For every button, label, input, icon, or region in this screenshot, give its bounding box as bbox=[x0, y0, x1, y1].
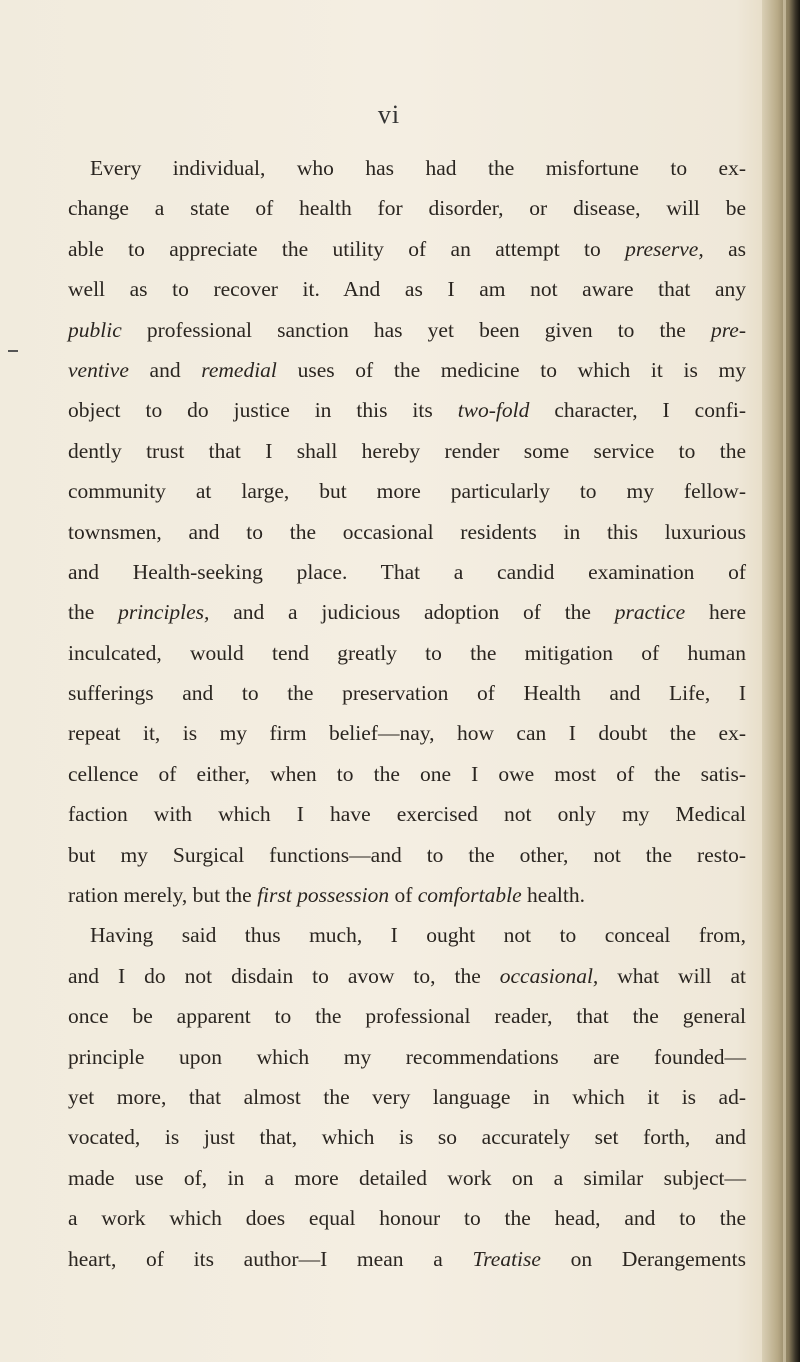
text-segment: principle upon which my recommendations are founded— bbox=[68, 1044, 746, 1069]
text-segment: once be apparent to the professional reader, that the general bbox=[68, 1004, 746, 1029]
text-line bbox=[68, 875, 746, 915]
text-segment: made use of, in a more detailed work on a similar subject— bbox=[68, 1165, 746, 1190]
italic-text: two-fold bbox=[457, 398, 530, 423]
italic-text: occasional, bbox=[499, 963, 599, 988]
text-segment: health. bbox=[521, 883, 585, 908]
gutter-edge bbox=[783, 0, 786, 1362]
text-line bbox=[68, 148, 746, 188]
text-segment: professional sanction has yet been given to the bbox=[121, 317, 711, 342]
italic-text: ventive bbox=[68, 357, 129, 382]
italic-text: comfortable bbox=[417, 883, 522, 908]
page-number: vi bbox=[377, 100, 401, 129]
text-segment: and Health-seeking place. That a candid examination of bbox=[68, 559, 746, 584]
text-line bbox=[68, 1198, 746, 1238]
text-line bbox=[68, 1077, 746, 1117]
text-line bbox=[68, 390, 746, 430]
text-segment: as bbox=[703, 236, 747, 261]
text-segment: yet more, that almost the very language in which it is ad- bbox=[68, 1084, 746, 1109]
text-segment: on Derangements bbox=[540, 1246, 746, 1271]
italic-text: principles, bbox=[118, 600, 210, 625]
text-line bbox=[68, 956, 746, 996]
italic-text: practice bbox=[614, 600, 686, 625]
text-segment: and I do not disdain to avow to, the bbox=[68, 963, 500, 988]
text-segment: the bbox=[68, 600, 119, 625]
text-segment: heart, of its author—I mean a bbox=[68, 1246, 473, 1271]
text-line bbox=[68, 350, 746, 390]
body-text bbox=[68, 148, 746, 1279]
text-line bbox=[68, 835, 746, 875]
text-segment: here bbox=[685, 600, 746, 625]
text-line bbox=[68, 269, 746, 309]
text-segment: uses of the medicine to which it is my bbox=[276, 357, 746, 382]
text-line bbox=[68, 592, 746, 632]
text-segment: character, I confi- bbox=[529, 398, 746, 423]
text-line bbox=[68, 431, 746, 471]
text-segment: inculcated, would tend greatly to the mitigation of human bbox=[68, 640, 746, 665]
text-segment: able to appreciate the utility of an attempt to bbox=[68, 236, 626, 261]
text-segment: faction with which I have exercised not only my Medical bbox=[68, 802, 746, 827]
text-segment: sufferings and to the preservation of Health and Life, I bbox=[68, 681, 746, 706]
text-line bbox=[68, 512, 746, 552]
text-line bbox=[68, 633, 746, 673]
text-line bbox=[68, 794, 746, 834]
text-line bbox=[68, 713, 746, 753]
text-segment: a work which does equal honour to the head, and to the bbox=[68, 1206, 746, 1231]
text-segment: Having said thus much, I ought not to conceal from, bbox=[90, 923, 746, 948]
text-line bbox=[68, 754, 746, 794]
text-line bbox=[68, 673, 746, 713]
text-segment: well as to recover it. And as I am not aware that any bbox=[68, 277, 746, 302]
text-segment: what will at bbox=[598, 963, 746, 988]
text-line bbox=[68, 1117, 746, 1157]
italic-text: first possession bbox=[257, 883, 390, 908]
text-segment: vocated, is just that, which is so accurately set forth, and bbox=[68, 1125, 746, 1150]
text-line bbox=[68, 1037, 746, 1077]
text-segment: object to do justice in this its bbox=[68, 398, 458, 423]
text-line bbox=[68, 915, 746, 955]
text-segment: community at large, but more particularly to my fellow- bbox=[68, 479, 746, 504]
text-segment: ration merely, but the bbox=[68, 883, 258, 908]
text-segment: repeat it, is my firm belief—nay, how can I doubt the ex- bbox=[68, 721, 746, 746]
text-segment: change a state of health for disorder, or disease, will be bbox=[68, 196, 746, 221]
margin-mark bbox=[8, 350, 18, 352]
text-segment: dently trust that I shall hereby render some service to the bbox=[68, 438, 746, 463]
text-segment: and a judicious adoption of the bbox=[209, 600, 615, 625]
italic-text: remedial bbox=[201, 357, 277, 382]
book-gutter bbox=[762, 0, 800, 1362]
text-segment: cellence of either, when to the one I owe most of the satis- bbox=[68, 761, 746, 786]
text-line bbox=[68, 552, 746, 592]
text-line bbox=[68, 310, 746, 350]
text-segment: and bbox=[128, 357, 202, 382]
text-line bbox=[68, 1158, 746, 1198]
text-segment: of bbox=[389, 883, 418, 908]
text-line bbox=[68, 1239, 746, 1279]
text-line bbox=[68, 188, 746, 228]
text-segment: but my Surgical functions—and to the other, not the resto- bbox=[68, 842, 746, 867]
text-segment: townsmen, and to the occasional residents in this luxurious bbox=[68, 519, 746, 544]
italic-text: public bbox=[68, 317, 122, 342]
text-line bbox=[68, 996, 746, 1036]
italic-text: Treatise bbox=[472, 1246, 541, 1271]
text-line bbox=[68, 229, 746, 269]
text-line bbox=[68, 471, 746, 511]
italic-text: pre- bbox=[710, 317, 746, 342]
italic-text: preserve, bbox=[625, 236, 704, 261]
text-segment: Every individual, who has had the misfortune to ex- bbox=[90, 156, 746, 180]
